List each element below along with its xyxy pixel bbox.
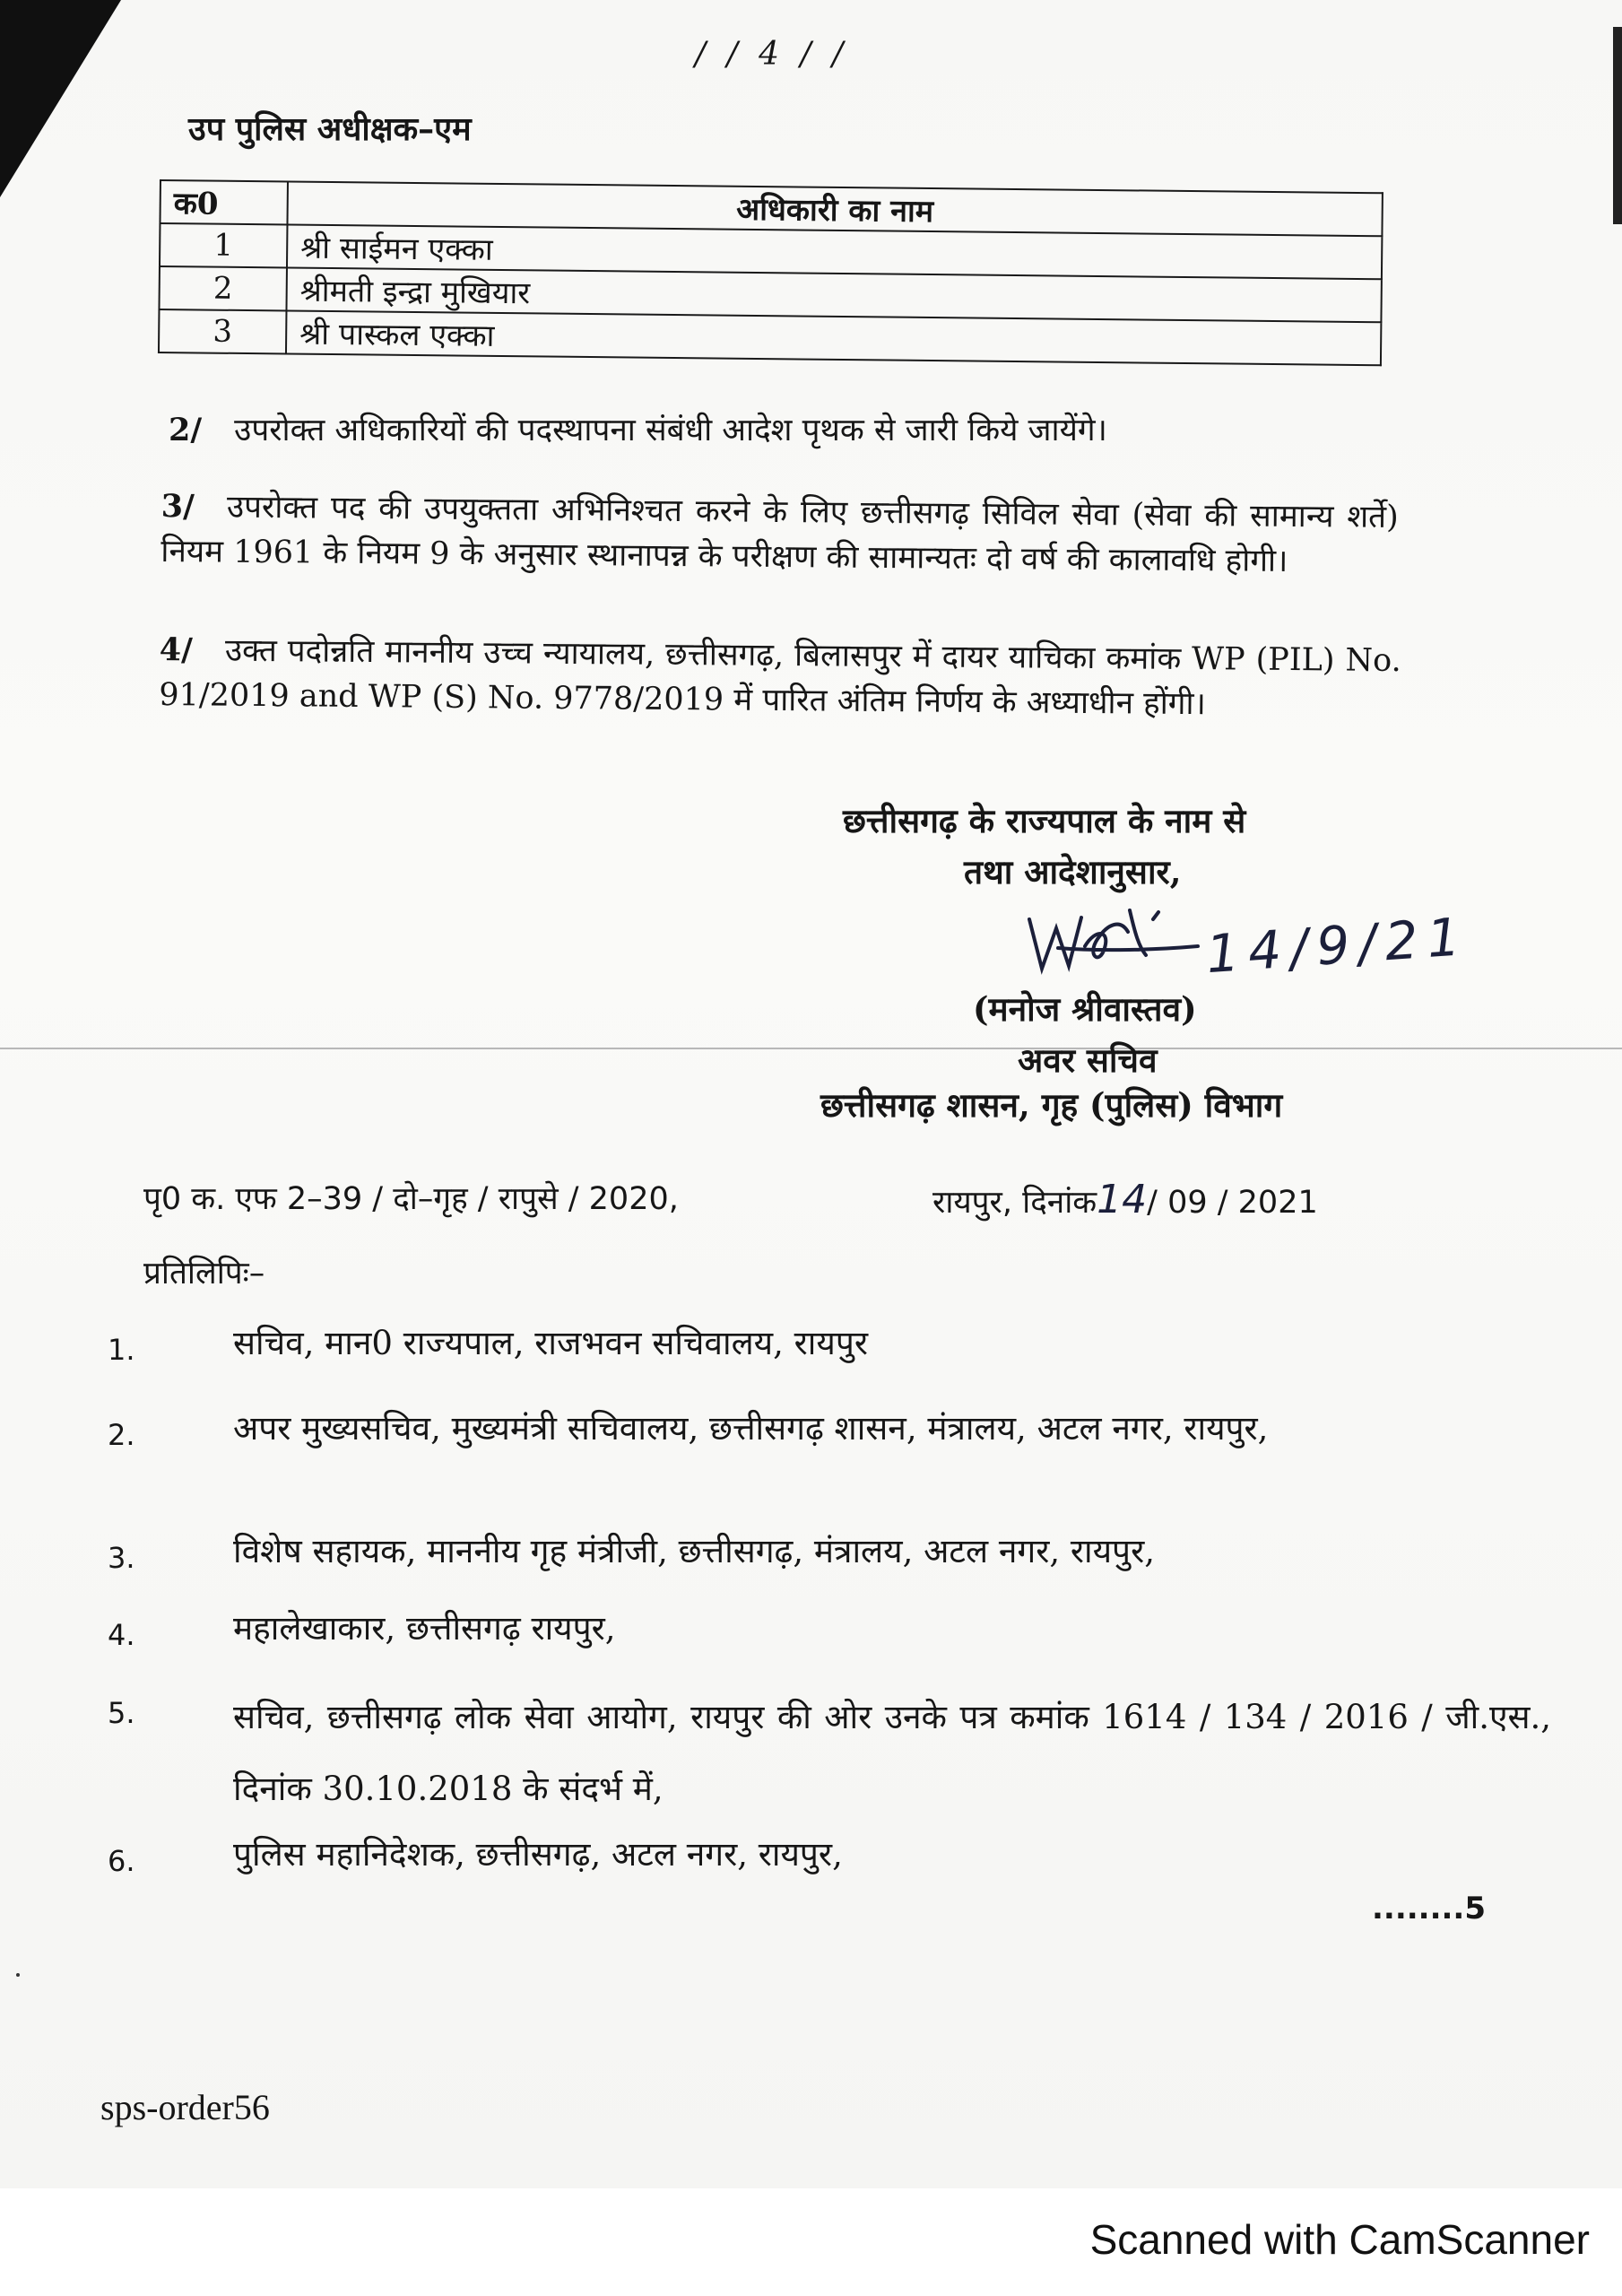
list-item-text: सचिव, मान0 राज्यपाल, राजभवन सचिवालय, रायपुर (233, 1324, 868, 1362)
reference-date (932, 1177, 1318, 1222)
list-item-number: 1. (108, 1333, 135, 1367)
file-code: sps-order56 (100, 2087, 270, 2127)
fold-line (0, 1048, 1622, 1049)
list-item-number: 3. (108, 1541, 135, 1575)
camscanner-watermark: Scanned with CamScanner (1089, 2216, 1590, 2263)
paragraph-text: उक्त पदोन्नति माननीय उच्च न्यायालय, छत्तीसगढ़, बिलासपुर में दायर याचिका कमांक WP (PIL) No. 91/2019 and WP (S) No. 9778/2019 में पारित अंतिम निर्णय के अध्याधीन होंगी। (159, 632, 1401, 723)
list-item-text: अपर मुख्यसचिव, मुख्यमंत्री सचिवालय, छत्तीसगढ़ शासन, मंत्रालय, अटल नगर, रायपुर, (233, 1409, 1269, 1448)
right-edge-shadow (1613, 27, 1622, 224)
signatory-department: छत्तीसगढ़ शासन, गृह (पुलिस) विभाग (820, 1085, 1283, 1125)
paragraph-text: उपरोक्त अधिकारियों की पदस्थापना संबंधी आदेश पृथक से जारी किये जायेंगे। (234, 413, 1107, 448)
stray-mark (16, 1973, 20, 1977)
paragraph-text: उपरोक्त पद की उपयुक्तता अभिनिश्चत करने के लिए छत्तीसगढ़ सिविल सेवा (सेवा की सामान्य शर्ते) नियम 1961 के नियम 9 के अनुसार स्थानापन्न के परीक्षण की सामान्यतः दो वर्ष की कालावधि होगी। (160, 489, 1399, 579)
list-item-text: महालेखाकार, छत्तीसगढ़ रायपुर, (233, 1609, 616, 1648)
list-item-number: 4. (108, 1618, 135, 1652)
row-serial: 3 (159, 309, 286, 353)
paragraph-4 (159, 628, 1401, 728)
handwritten-signature (1022, 892, 1201, 982)
row-officer-name: श्री पास्कल एक्का (286, 310, 1381, 365)
date-suffix: / 09 / 2021 (1147, 1185, 1318, 1221)
row-officer-name: श्रीमती इन्द्रा मुखियार (286, 267, 1381, 322)
officers-table (158, 179, 1383, 366)
paragraph-number: 2/ (169, 412, 203, 448)
paragraph-2 (169, 408, 1401, 453)
list-item-number: 2. (108, 1418, 135, 1452)
signature-order-line: तथा आदेशानुसार, (964, 852, 1182, 891)
date-day-handwritten: 14 (1097, 1177, 1148, 1222)
list-item-number: 6. (108, 1844, 135, 1878)
paragraph-number: 3/ (160, 487, 195, 526)
col-header-serial: क0 (160, 180, 287, 224)
corner-shadow-edge (0, 0, 45, 188)
signature-date: 14/9/21 (1203, 905, 1471, 986)
page-number-marker: / / 4 / / (695, 36, 849, 73)
continued-marker: ........5 (1372, 1891, 1486, 1926)
list-item-number: 5. (108, 1696, 135, 1730)
reference-line (143, 1177, 1381, 1222)
reference-number: पृ0 क. एफ 2–39 / दो–गृह / रापुसे / 2020, (143, 1181, 679, 1217)
signature-authority-line: छत्तीसगढ़ के राज्यपाल के नाम से (843, 801, 1246, 840)
list-item-text: विशेष सहायक, माननीय गृह मंत्रीजी, छत्तीसगढ़, मंत्रालय, अटल नगर, रायपुर, (233, 1532, 1155, 1570)
date-prefix: रायपुर, दिनांक (932, 1185, 1097, 1221)
signatory-name: (मनोज श्रीवास्तव) (973, 989, 1197, 1029)
list-item-text: पुलिस महानिदेशक, छत्तीसगढ़, अटल नगर, रायपुर, (233, 1835, 843, 1874)
row-serial: 2 (159, 266, 286, 310)
copy-to-label: प्रतिलिपिः– (143, 1256, 265, 1292)
list-item-text: सचिव, छत्तीसगढ़ लोक सेवा आयोग, रायपुर की ओर उनके पत्र कमांक 1614 / 134 / 2016 / जी.एस., दिनांक 30.10.2018 के संदर्भ में, (233, 1698, 1551, 1808)
row-officer-name: श्री साईमन एक्का (287, 224, 1382, 279)
paragraph-number: 4/ (159, 631, 194, 669)
row-serial: 1 (160, 223, 287, 267)
section-heading: उप पुलिस अधीक्षक–एम (188, 110, 472, 148)
col-header-name: अधिकारी का नाम (287, 181, 1382, 236)
signatory-designation: अवर सचिव (1018, 1040, 1158, 1080)
paragraph-3 (160, 484, 1399, 585)
